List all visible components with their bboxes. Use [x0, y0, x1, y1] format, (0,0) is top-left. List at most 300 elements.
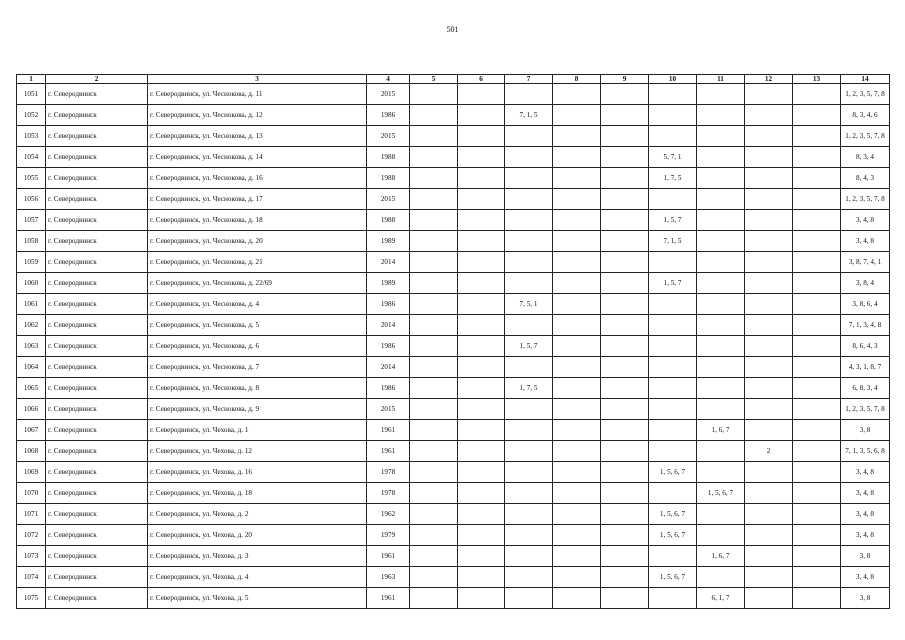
table-cell-col-14: 7, 1, 3, 4, 8 [841, 315, 890, 336]
table-cell-col-12 [745, 420, 793, 441]
table-cell-col-6 [458, 294, 505, 315]
table-cell-col-8 [553, 483, 601, 504]
table-cell-col-5 [410, 273, 458, 294]
table-cell-col-3: г. Северодвинск, ул. Чеснокова, д. 14 [148, 147, 367, 168]
table-cell-col-6 [458, 483, 505, 504]
table-cell-col-2: г. Северодвинск [46, 273, 148, 294]
table-row [17, 378, 890, 399]
table-cell-col-3: г. Северодвинск, ул. Чеснокова, д. 5 [148, 315, 367, 336]
table-cell-col-1: 1051 [17, 84, 46, 105]
table-cell-col-5 [410, 546, 458, 567]
table-cell-col-14: 1, 2, 3, 5, 7, 8 [841, 84, 890, 105]
table-cell-col-13 [793, 462, 841, 483]
table-cell-col-14: 8, 3, 4, 6 [841, 105, 890, 126]
table-cell-col-1: 1075 [17, 588, 46, 609]
table-cell-col-3: г. Северодвинск, ул. Чеснокова, д. 9 [148, 399, 367, 420]
table-cell-col-5 [410, 336, 458, 357]
table-cell-col-1: 1057 [17, 210, 46, 231]
table-cell-col-1: 1061 [17, 294, 46, 315]
table-cell-col-11 [697, 378, 745, 399]
column-header-13: 13 [793, 75, 841, 84]
table-cell-col-4: 1989 [367, 273, 410, 294]
table-cell-col-9 [601, 336, 649, 357]
table-cell-col-7: 1, 7, 5 [505, 378, 553, 399]
table-cell-col-13 [793, 315, 841, 336]
table-cell-col-9 [601, 399, 649, 420]
table-cell-col-1: 1056 [17, 189, 46, 210]
table-cell-col-6 [458, 525, 505, 546]
column-header-14: 14 [841, 75, 890, 84]
table-row [17, 126, 890, 147]
table-cell-col-4: 1986 [367, 294, 410, 315]
table-cell-col-3: г. Северодвинск, ул. Чеснокова, д. 13 [148, 126, 367, 147]
page-number: 501 [446, 25, 459, 34]
table-cell-col-14: 3, 4, 8 [841, 462, 890, 483]
table-cell-col-6 [458, 567, 505, 588]
table-cell-col-5 [410, 420, 458, 441]
column-header-7: 7 [505, 75, 553, 84]
table-cell-col-5 [410, 441, 458, 462]
table-cell-col-6 [458, 441, 505, 462]
table-cell-col-10 [649, 126, 697, 147]
table-cell-col-9 [601, 105, 649, 126]
table-cell-col-5 [410, 231, 458, 252]
table-cell-col-12 [745, 189, 793, 210]
table-cell-col-8 [553, 84, 601, 105]
table-cell-col-9 [601, 126, 649, 147]
table-cell-col-11 [697, 504, 745, 525]
table-cell-col-10: 7, 1, 5 [649, 231, 697, 252]
table-row [17, 252, 890, 273]
table-cell-col-3: г. Северодвинск, ул. Чеснокова, д. 17 [148, 189, 367, 210]
table-cell-col-11: 1, 6, 7 [697, 420, 745, 441]
table-cell-col-5 [410, 252, 458, 273]
table-cell-col-6 [458, 84, 505, 105]
table-cell-col-12 [745, 462, 793, 483]
header-row [17, 75, 890, 84]
table-cell-col-11 [697, 168, 745, 189]
table-cell-col-13 [793, 294, 841, 315]
table-cell-col-11 [697, 525, 745, 546]
table-row [17, 315, 890, 336]
table-cell-col-13 [793, 525, 841, 546]
table-cell-col-8 [553, 252, 601, 273]
table-cell-col-10 [649, 378, 697, 399]
table-cell-col-3: г. Северодвинск, ул. Чеснокова, д. 22/69 [148, 273, 367, 294]
table-cell-col-7 [505, 441, 553, 462]
table-cell-col-13 [793, 231, 841, 252]
table-cell-col-10 [649, 399, 697, 420]
table-cell-col-10: 1, 5, 7 [649, 273, 697, 294]
table-cell-col-2: г. Северодвинск [46, 483, 148, 504]
column-header-1: 1 [17, 75, 46, 84]
table-cell-col-5 [410, 189, 458, 210]
column-header-8: 8 [553, 75, 601, 84]
table-cell-col-11: 1, 6, 7 [697, 546, 745, 567]
table-cell-col-4: 2015 [367, 189, 410, 210]
table-cell-col-6 [458, 189, 505, 210]
table-cell-col-1: 1065 [17, 378, 46, 399]
table-cell-col-9 [601, 315, 649, 336]
table-cell-col-14: 3, 4, 8 [841, 567, 890, 588]
table-cell-col-4: 2015 [367, 126, 410, 147]
table-cell-col-13 [793, 273, 841, 294]
table-cell-col-6 [458, 315, 505, 336]
table-cell-col-4: 1961 [367, 420, 410, 441]
table-cell-col-12 [745, 126, 793, 147]
table-cell-col-14: 6, 8, 3, 4 [841, 378, 890, 399]
table-cell-col-2: г. Северодвинск [46, 84, 148, 105]
table-cell-col-8 [553, 399, 601, 420]
table-row [17, 567, 890, 588]
table-cell-col-3: г. Северодвинск, ул. Чехова, д. 5 [148, 588, 367, 609]
table-cell-col-5 [410, 126, 458, 147]
table-cell-col-13 [793, 546, 841, 567]
table-cell-col-2: г. Северодвинск [46, 315, 148, 336]
table-cell-col-10 [649, 84, 697, 105]
table-cell-col-5 [410, 483, 458, 504]
table-cell-col-10: 1, 7, 5 [649, 168, 697, 189]
table-cell-col-6 [458, 399, 505, 420]
table-cell-col-11: 6, 1, 7 [697, 588, 745, 609]
table-cell-col-5 [410, 147, 458, 168]
table-cell-col-1: 1072 [17, 525, 46, 546]
table-cell-col-3: г. Северодвинск, ул. Чехова, д. 4 [148, 567, 367, 588]
table-row [17, 357, 890, 378]
table-row [17, 546, 890, 567]
table-cell-col-13 [793, 252, 841, 273]
table-cell-col-12 [745, 504, 793, 525]
table-cell-col-8 [553, 231, 601, 252]
table-cell-col-14: 3, 8 [841, 546, 890, 567]
table-cell-col-12 [745, 378, 793, 399]
table-body [17, 84, 890, 609]
table-cell-col-3: г. Северодвинск, ул. Чеснокова, д. 18 [148, 210, 367, 231]
table-row [17, 189, 890, 210]
table-cell-col-1: 1059 [17, 252, 46, 273]
table-cell-col-8 [553, 105, 601, 126]
table-cell-col-7 [505, 588, 553, 609]
table-cell-col-13 [793, 441, 841, 462]
table-cell-col-6 [458, 420, 505, 441]
table-cell-col-10 [649, 105, 697, 126]
table-cell-col-6 [458, 231, 505, 252]
table-cell-col-7 [505, 189, 553, 210]
table-cell-col-6 [458, 210, 505, 231]
table-cell-col-1: 1052 [17, 105, 46, 126]
table-cell-col-14: 1, 2, 3, 5, 7, 8 [841, 399, 890, 420]
table-cell-col-13 [793, 399, 841, 420]
table-cell-col-3: г. Северодвинск, ул. Чеснокова, д. 21 [148, 252, 367, 273]
table-cell-col-7 [505, 420, 553, 441]
table-cell-col-2: г. Северодвинск [46, 294, 148, 315]
table-cell-col-12: 2 [745, 441, 793, 462]
table-cell-col-7 [505, 462, 553, 483]
table-cell-col-8 [553, 378, 601, 399]
table-cell-col-8 [553, 336, 601, 357]
table-cell-col-6 [458, 168, 505, 189]
table-cell-col-13 [793, 168, 841, 189]
table-cell-col-12 [745, 84, 793, 105]
table-cell-col-3: г. Северодвинск, ул. Чеснокова, д. 6 [148, 336, 367, 357]
table-cell-col-5 [410, 210, 458, 231]
table-cell-col-6 [458, 105, 505, 126]
table-cell-col-12 [745, 588, 793, 609]
table-cell-col-8 [553, 588, 601, 609]
table-cell-col-7 [505, 483, 553, 504]
table-cell-col-7 [505, 147, 553, 168]
table-cell-col-8 [553, 462, 601, 483]
table-row [17, 210, 890, 231]
table-cell-col-9 [601, 525, 649, 546]
table-cell-col-7 [505, 357, 553, 378]
table-cell-col-10 [649, 483, 697, 504]
table-cell-col-2: г. Северодвинск [46, 567, 148, 588]
table-cell-col-13 [793, 420, 841, 441]
table-cell-col-4: 1988 [367, 210, 410, 231]
table-cell-col-4: 2014 [367, 357, 410, 378]
table-cell-col-11 [697, 147, 745, 168]
table-cell-col-3: г. Северодвинск, ул. Чеснокова, д. 8 [148, 378, 367, 399]
table-cell-col-4: 1989 [367, 231, 410, 252]
table-cell-col-10 [649, 189, 697, 210]
table-cell-col-2: г. Северодвинск [46, 357, 148, 378]
column-header-4: 4 [367, 75, 410, 84]
table-row [17, 273, 890, 294]
table-cell-col-10 [649, 294, 697, 315]
table-cell-col-7: 1, 5, 7 [505, 336, 553, 357]
table-cell-col-9 [601, 210, 649, 231]
table-cell-col-2: г. Северодвинск [46, 525, 148, 546]
table-cell-col-7 [505, 315, 553, 336]
table-cell-col-7 [505, 273, 553, 294]
table-row [17, 441, 890, 462]
table-cell-col-2: г. Северодвинск [46, 588, 148, 609]
table-row [17, 231, 890, 252]
table-cell-col-8 [553, 294, 601, 315]
table-cell-col-7 [505, 231, 553, 252]
table-cell-col-1: 1067 [17, 420, 46, 441]
table-cell-col-14: 4, 3, 1, 8, 7 [841, 357, 890, 378]
table-cell-col-9 [601, 504, 649, 525]
table-cell-col-9 [601, 462, 649, 483]
table-cell-col-1: 1064 [17, 357, 46, 378]
table-cell-col-9 [601, 252, 649, 273]
table-cell-col-4: 2014 [367, 315, 410, 336]
table-cell-col-11 [697, 105, 745, 126]
table-cell-col-1: 1063 [17, 336, 46, 357]
table-cell-col-14: 8, 3, 4 [841, 147, 890, 168]
table-cell-col-9 [601, 441, 649, 462]
table-cell-col-5 [410, 399, 458, 420]
column-header-5: 5 [410, 75, 458, 84]
column-header-11: 11 [697, 75, 745, 84]
table-cell-col-11: 1, 5, 6, 7 [697, 483, 745, 504]
table-cell-col-7 [505, 546, 553, 567]
table-cell-col-13 [793, 378, 841, 399]
table-cell-col-14: 3, 4, 8 [841, 504, 890, 525]
table-cell-col-12 [745, 273, 793, 294]
table-row [17, 462, 890, 483]
table-cell-col-10: 1, 5, 6, 7 [649, 525, 697, 546]
table-cell-col-4: 1988 [367, 168, 410, 189]
table-cell-col-6 [458, 588, 505, 609]
table-cell-col-3: г. Северодвинск, ул. Чеснокова, д. 11 [148, 84, 367, 105]
table-cell-col-11 [697, 441, 745, 462]
table-cell-col-10 [649, 357, 697, 378]
table-cell-col-1: 1071 [17, 504, 46, 525]
table-cell-col-14: 1, 2, 3, 5, 7, 8 [841, 126, 890, 147]
table-cell-col-3: г. Северодвинск, ул. Чеснокова, д. 4 [148, 294, 367, 315]
table-cell-col-5 [410, 105, 458, 126]
table-cell-col-2: г. Северодвинск [46, 462, 148, 483]
table-cell-col-7 [505, 567, 553, 588]
table-cell-col-2: г. Северодвинск [46, 189, 148, 210]
table-cell-col-4: 1962 [367, 504, 410, 525]
table-cell-col-10 [649, 588, 697, 609]
table-cell-col-8 [553, 189, 601, 210]
table-cell-col-8 [553, 147, 601, 168]
table-cell-col-11 [697, 336, 745, 357]
table-cell-col-2: г. Северодвинск [46, 441, 148, 462]
table-cell-col-4: 1986 [367, 105, 410, 126]
table-row [17, 336, 890, 357]
table-cell-col-4: 1986 [367, 336, 410, 357]
table-cell-col-6 [458, 546, 505, 567]
table-cell-col-3: г. Северодвинск, ул. Чеснокова, д. 7 [148, 357, 367, 378]
table-cell-col-11 [697, 294, 745, 315]
table-cell-col-4: 1961 [367, 441, 410, 462]
table-cell-col-5 [410, 504, 458, 525]
table-cell-col-3: г. Северодвинск, ул. Чеснокова, д. 12 [148, 105, 367, 126]
table-cell-col-12 [745, 147, 793, 168]
table-cell-col-9 [601, 231, 649, 252]
table-row [17, 147, 890, 168]
table-cell-col-10 [649, 336, 697, 357]
table-row [17, 483, 890, 504]
table-cell-col-8 [553, 525, 601, 546]
table-cell-col-6 [458, 336, 505, 357]
table-cell-col-12 [745, 399, 793, 420]
table-cell-col-4: 1988 [367, 147, 410, 168]
table-cell-col-13 [793, 567, 841, 588]
table-cell-col-7 [505, 168, 553, 189]
table-cell-col-5 [410, 315, 458, 336]
table-cell-col-12 [745, 210, 793, 231]
table-cell-col-3: г. Северодвинск, ул. Чехова, д. 20 [148, 525, 367, 546]
table-cell-col-11 [697, 315, 745, 336]
table-cell-col-2: г. Северодвинск [46, 105, 148, 126]
column-header-9: 9 [601, 75, 649, 84]
table-cell-col-12 [745, 294, 793, 315]
table-cell-col-11 [697, 210, 745, 231]
table-cell-col-13 [793, 588, 841, 609]
table-cell-col-8 [553, 357, 601, 378]
table-cell-col-2: г. Северодвинск [46, 126, 148, 147]
table-cell-col-7 [505, 252, 553, 273]
table-cell-col-8 [553, 567, 601, 588]
table-cell-col-2: г. Северодвинск [46, 252, 148, 273]
table-cell-col-4: 1961 [367, 546, 410, 567]
table-cell-col-11 [697, 462, 745, 483]
table-row [17, 168, 890, 189]
table-cell-col-6 [458, 462, 505, 483]
table-cell-col-11 [697, 84, 745, 105]
table-cell-col-8 [553, 126, 601, 147]
table-cell-col-12 [745, 231, 793, 252]
table-cell-col-14: 3, 4, 8 [841, 231, 890, 252]
table-cell-col-1: 1069 [17, 462, 46, 483]
table-cell-col-4: 2015 [367, 84, 410, 105]
table-cell-col-8 [553, 273, 601, 294]
table-cell-col-11 [697, 231, 745, 252]
table-cell-col-14: 3, 8 [841, 420, 890, 441]
table-cell-col-5 [410, 462, 458, 483]
table-cell-col-4: 1986 [367, 378, 410, 399]
table-cell-col-3: г. Северодвинск, ул. Чеснокова, д. 16 [148, 168, 367, 189]
table-cell-col-1: 1068 [17, 441, 46, 462]
table-cell-col-11 [697, 273, 745, 294]
table-cell-col-1: 1058 [17, 231, 46, 252]
table-cell-col-7 [505, 210, 553, 231]
table-cell-col-13 [793, 105, 841, 126]
table-cell-col-7 [505, 84, 553, 105]
table-cell-col-14: 3, 8, 6, 4 [841, 294, 890, 315]
table-cell-col-5 [410, 294, 458, 315]
table-cell-col-4: 2014 [367, 252, 410, 273]
table-cell-col-10 [649, 420, 697, 441]
table-cell-col-4: 2015 [367, 399, 410, 420]
table-cell-col-12 [745, 252, 793, 273]
table-cell-col-12 [745, 567, 793, 588]
table-cell-col-2: г. Северодвинск [46, 546, 148, 567]
table-cell-col-12 [745, 168, 793, 189]
table-cell-col-13 [793, 483, 841, 504]
table-cell-col-3: г. Северодвинск, ул. Чехова, д. 2 [148, 504, 367, 525]
table-cell-col-11 [697, 357, 745, 378]
table-cell-col-10 [649, 252, 697, 273]
table-cell-col-3: г. Северодвинск, ул. Чехова, д. 12 [148, 441, 367, 462]
table-cell-col-1: 1053 [17, 126, 46, 147]
table-row [17, 294, 890, 315]
column-header-2: 2 [46, 75, 148, 84]
table-cell-col-12 [745, 105, 793, 126]
table-cell-col-14: 7, 1, 3, 5, 6, 8 [841, 441, 890, 462]
column-header-12: 12 [745, 75, 793, 84]
table-cell-col-6 [458, 504, 505, 525]
table-row [17, 504, 890, 525]
table-cell-col-14: 3, 8 [841, 588, 890, 609]
table-cell-col-8 [553, 210, 601, 231]
table-cell-col-2: г. Северодвинск [46, 504, 148, 525]
table-cell-col-6 [458, 357, 505, 378]
table-cell-col-11 [697, 189, 745, 210]
table-cell-col-7 [505, 525, 553, 546]
table-cell-col-14: 3, 4, 8 [841, 210, 890, 231]
table-cell-col-6 [458, 126, 505, 147]
table-cell-col-8 [553, 315, 601, 336]
table-cell-col-12 [745, 525, 793, 546]
table-cell-col-9 [601, 567, 649, 588]
table-cell-col-4: 1979 [367, 525, 410, 546]
table-cell-col-10: 1, 5, 6, 7 [649, 462, 697, 483]
table-cell-col-3: г. Северодвинск, ул. Чехова, д. 18 [148, 483, 367, 504]
table-cell-col-12 [745, 315, 793, 336]
table-cell-col-13 [793, 84, 841, 105]
table-cell-col-1: 1060 [17, 273, 46, 294]
table-cell-col-9 [601, 168, 649, 189]
table-cell-col-13 [793, 147, 841, 168]
